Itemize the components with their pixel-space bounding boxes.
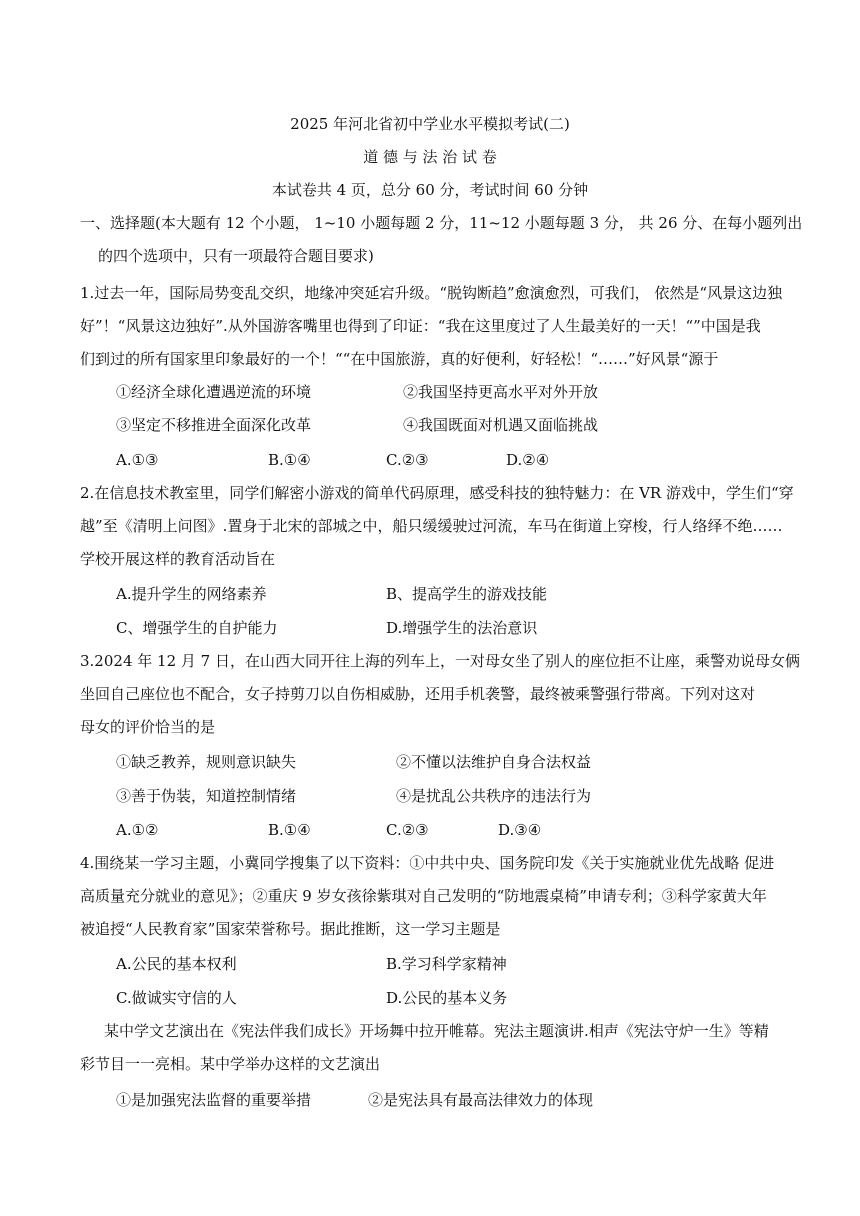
- option-d: D.②④: [506, 451, 550, 469]
- option-a: A.①③: [116, 451, 159, 469]
- option-d: D.公民的基本义务: [386, 989, 508, 1007]
- question-stem-line: 被追授“人民教育家”国家荣誉称号。据此推断，这一学习主题是: [80, 920, 501, 938]
- question-stem-line: 越”至《清明上问图》.置身于北宋的部城之中，船只缓缓驶过河流，车马在街道上穿梭，行人络绎不绝……: [80, 517, 783, 535]
- question-stem-line: 彩节目一一亮相。某中学举办这样的文艺演出: [80, 1055, 381, 1073]
- option-c: C.做诚实守信的人: [116, 989, 237, 1007]
- option-c: C.②③: [386, 451, 429, 469]
- subject-title: 道 德 与 法 治 试 卷: [363, 148, 497, 166]
- statement-2: ②是宪法具有最高法律效力的体现: [368, 1091, 594, 1109]
- question-stem-line: 1.过去一年，国际局势变乱交织，地缘冲突延宕升级。“脱钩断趋”愈演愈烈，可我们， 依然是“风景这边独: [80, 284, 783, 302]
- statement-2: ②我国坚持更高水平对外开放: [403, 383, 599, 401]
- question-stem-line: 4.围绕某一学习主题，小冀同学搜集了以下资料：①中共中央、国务院印发《关于实施就业优先战略 促进: [80, 854, 775, 872]
- option-b: B.①④: [268, 451, 311, 469]
- option-c: C.②③: [386, 821, 429, 839]
- option-b: B、提高学生的游戏技能: [386, 585, 548, 603]
- statement-4: ④我国既面对机遇又面临挑战: [403, 416, 599, 434]
- question-stem-line: 某中学文艺演出在《宪法伴我们成长》开场舞中拉开帷幕。宪法主题演讲.相声《宪法守炉一生》等精: [104, 1022, 769, 1040]
- statement-1: ①缺乏教养，规则意识缺失: [116, 753, 297, 771]
- option-b: B.学习科学家精神: [386, 955, 507, 973]
- option-b: B.①④: [268, 821, 311, 839]
- question-stem-line: 坐回自己座位也不配合，女子持剪刀以自伤相威胁，还用手机袭警，最终被乘警强行带离。下列对这对: [80, 685, 756, 703]
- exam-info: 本试卷共 4 页，总分 60 分，考试时间 60 分钟: [271, 181, 589, 199]
- section-heading-cont: 的四个选项中，只有一项最符合题目要求): [98, 247, 374, 265]
- question-stem-line: 3.2024 年 12 月 7 日，在山西大同开往上海的列车上，一对母女坐了别人的座位拒不让座，乘警劝说母女俩: [80, 652, 800, 670]
- exam-title: 2025 年河北省初中学业水平模拟考试(二): [290, 115, 570, 133]
- statement-1: ①经济全球化遭遇逆流的环境: [116, 383, 312, 401]
- question-stem-line: 2.在信息技术教室里，同学们解密小游戏的简单代码原理，感受科技的独特魅力：在 VR 游戏中，学生们“穿: [80, 484, 794, 502]
- statement-3: ③善于伪装，知道控制情绪: [116, 787, 297, 805]
- question-stem-line: 好”！“风景这边独好”.从外国游客嘴里也得到了印证：“我在这里度过了人生最美好的一天！“”中国是我: [80, 317, 761, 335]
- option-a: A.公民的基本权利: [116, 955, 237, 973]
- statement-4: ④是扰乱公共秩序的违法行为: [396, 787, 592, 805]
- statement-3: ③坚定不移推进全面深化改革: [116, 416, 312, 434]
- statement-1: ①是加强宪法监督的重要举措: [116, 1091, 312, 1109]
- option-d: D.增强学生的法治意识: [386, 619, 538, 637]
- option-c: C、增强学生的自护能力: [116, 619, 278, 637]
- option-a: A.提升学生的网络素养: [116, 585, 267, 603]
- question-stem-line: 高质量充分就业的意见》；②重庆 9 岁女孩徐紫琪对自己发明的“防地震桌椅”申请专利；③科学家黄大年: [80, 887, 767, 905]
- option-d: D.③④: [498, 821, 542, 839]
- section-heading: 一、选择题(本大题有 12 个小题， 1~10 小题每题 2 分，11~12 小题每题 3 分， 共 26 分、在每小题列出: [80, 214, 803, 232]
- question-stem-line: 们到过的所有国家里印象最好的一个！““在中国旅游，真的好便利，好轻松！“……”好风景“源于: [80, 350, 719, 368]
- question-stem-line: 学校开展这样的教育活动旨在: [80, 550, 276, 568]
- option-a: A.①②: [116, 821, 159, 839]
- statement-2: ②不懂以法维护自身合法权益: [396, 753, 592, 771]
- question-stem-line: 母女的评价恰当的是: [80, 718, 216, 736]
